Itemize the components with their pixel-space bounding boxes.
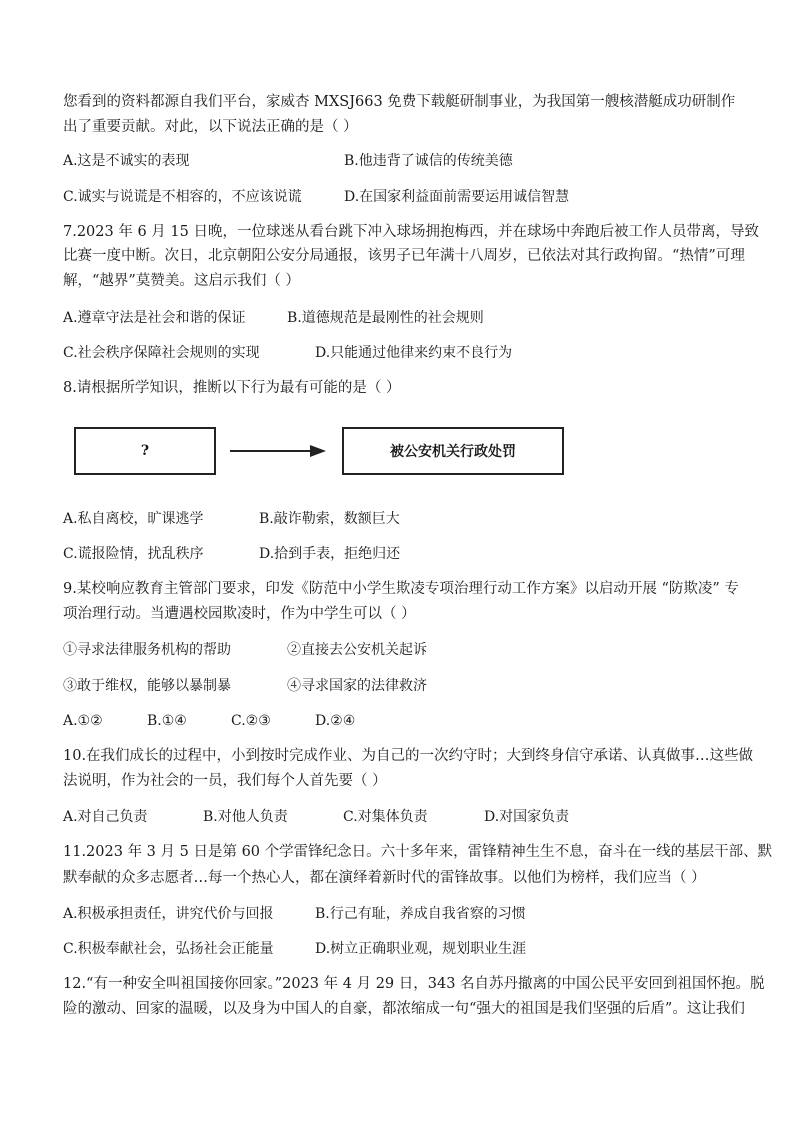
q8-flow-diagram (74, 425, 564, 477)
q9-stem-line-2: 项治理行动。当遭遇校园欺凌时，作为中学生可以（ ） (63, 606, 416, 622)
right-arrow-icon (230, 439, 326, 463)
q8-option-b[interactable]: B.敲诈勒索，数额巨大 (259, 511, 400, 527)
q10-option-a[interactable]: A.对自己负责 (63, 809, 148, 825)
q7-option-a[interactable]: A.遵章守法是社会和谐的保证 (63, 310, 246, 326)
q11-stem-line-1: 11.2023 年 3 月 5 日是第 60 个学雷锋纪念日。六十多年来，雷锋精神生生不息，奋斗在一线的基层干部、默 (63, 844, 773, 860)
q10-stem-line-1: 10.在我们成长的过程中，小到按时完成作业、为自己的一次约守时；大到终身信守承诺、认真做事…这些做 (63, 748, 754, 764)
q10-option-c[interactable]: C.对集体负责 (343, 809, 428, 825)
q9-option-d[interactable]: D.②④ (315, 713, 356, 729)
q9-option-b[interactable]: B.①④ (147, 713, 187, 729)
q6-option-c[interactable]: C.诚实与说谎是不相容的，不应该说谎 (63, 189, 302, 205)
q11-option-b[interactable]: B.行己有耻，养成自我省察的习惯 (315, 906, 526, 922)
q9-statement-4: ④寻求国家的法律救济 (287, 678, 427, 694)
q9-option-a[interactable]: A.①② (63, 713, 103, 729)
q9-stem-line-1: 9.某校响应教育主管部门要求，印发《防范中小学生欺凌专项治理行动工作方案》以启动开展 “防欺凌” 专 (63, 581, 739, 597)
q6-option-b[interactable]: B.他违背了诚信的传统美德 (344, 153, 513, 169)
q7-option-b[interactable]: B.道德规范是最刚性的社会规则 (287, 310, 484, 326)
q8-option-d[interactable]: D.拾到手表，拒绝归还 (259, 546, 401, 562)
q7-stem-line-1: 7.2023 年 6 月 15 日晚，一位球迷从看台跳下冲入球场拥抱梅西，并在球场中奔跑后被工作人员带离，导致 (63, 224, 759, 240)
q9-option-c[interactable]: C.②③ (231, 713, 271, 729)
administrative-penalty-box: 被公安机关行政处罚 (342, 427, 564, 475)
q12-stem-line-1: 12.“有一种安全叫祖国接你回家。”2023 年 4 月 29 日，343 名自苏丹撤离的中国公民平安回到祖国怀抱。脱 (63, 976, 765, 992)
q12-stem-line-2: 险的激动、回家的温暖，以及身为中国人的自豪，都浓缩成一句“强大的祖国是我们坚强的后盾”。这让我们 (63, 1001, 745, 1017)
q6-stem-line-1: 您看到的资料都源自我们平台，家威杏 MXSJ663 免费下载艇研制事业，为我国第一艘核潜艇成功研制作 (63, 94, 736, 110)
q7-option-d[interactable]: D.只能通过他律来约束不良行为 (315, 345, 513, 361)
q9-statement-1: ①寻求法律服务机构的帮助 (63, 642, 231, 658)
q11-option-d[interactable]: D.树立正确职业观，规划职业生涯 (315, 941, 527, 957)
q10-option-d[interactable]: D.对国家负责 (484, 809, 570, 825)
q7-stem-line-2: 比赛一度中断。次日，北京朝阳公安分局通报，该男子已年满十八周岁，已依法对其行政拘留。“热情”可理 (63, 248, 745, 264)
unknown-behavior-box: ? (74, 427, 216, 475)
q7-option-c[interactable]: C.社会秩序保障社会规则的实现 (63, 345, 260, 361)
q6-option-a[interactable]: A.这是不诚实的表现 (63, 153, 190, 169)
q7-stem-line-3: 解，“越界”莫赞美。这启示我们（ ） (63, 273, 300, 289)
q6-option-d[interactable]: D.在国家利益面前需要运用诚信智慧 (344, 189, 570, 205)
q10-option-b[interactable]: B.对他人负责 (203, 809, 288, 825)
q8-stem: 8.请根据所学知识，推断以下行为最有可能的是（ ） (63, 380, 401, 396)
q11-stem-line-2: 默奉献的众多志愿者…每一个热心人，都在演绎着新时代的雷锋故事。以他们为榜样，我们应当（ ） (63, 870, 706, 886)
q8-option-c[interactable]: C.谎报险情，扰乱秩序 (63, 546, 204, 562)
q8-option-a[interactable]: A.私自离校，旷课逃学 (63, 511, 204, 527)
q6-stem-line-2: 出了重要贡献。对此，以下说法正确的是（ ） (63, 119, 358, 135)
q9-statement-3: ③敢于维权，能够以暴制暴 (63, 678, 231, 694)
q11-option-c[interactable]: C.积极奉献社会，弘扬社会正能量 (63, 941, 274, 957)
q11-option-a[interactable]: A.积极承担责任，讲究代价与回报 (63, 906, 274, 922)
q10-stem-line-2: 法说明，作为社会的一员，我们每个人首先要（ ） (63, 773, 387, 789)
q9-statement-2: ②直接去公安机关起诉 (287, 642, 427, 658)
